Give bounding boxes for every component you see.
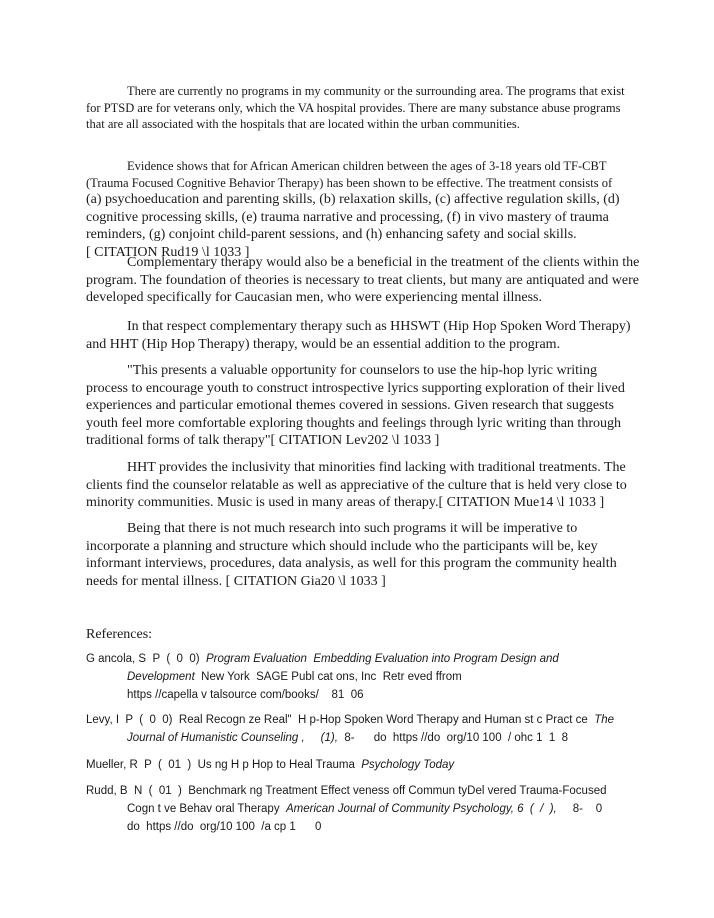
hht-block	[86, 459, 642, 512]
hhswt-block	[86, 318, 642, 353]
reference-giancola	[86, 650, 646, 704]
paragraph-quote: "This presents a valuable opportunity for counselors to use the hip-hop lyric writing process to encourage youth to construct introspective lyrics supporting exploration of their lived experiences and particular emotional themes covered in sessions. Given research that suggests youth feel more comfortable exploring thoughts and feelings through lyric writing than through traditional forms of talk therapy"[ CITATION Lev202 \l 1033 ]	[86, 363, 625, 449]
paragraph-research: Being that there is not much research into such programs it will be imperative to incorporate a planning and structure which should include who the participants will be, key informant interviews, procedures, data analysis, as well for this program the community health needs for mental illness. [ CITATION Gia20 \l 1033 ]	[86, 521, 617, 589]
ref-url: https //capella v talsource com/books/ 81 06	[127, 689, 364, 701]
reference-levy	[86, 711, 646, 747]
ref-text: G ancola, S P ( 0 0)	[86, 653, 206, 665]
ref-text: Rudd, B N ( 01 ) Benchmark ng Treatment Effect veness off Commun tyDel vered Trauma-Focused	[86, 785, 607, 797]
reference-mueller	[86, 756, 646, 774]
paragraph-complementary: Complementary therapy would also be a beneficial in the treatment of the clients within the program. The foundation of theories is necessary to treat clients, but many are antiquated and were developed specifically for Caucasian men, who were experiencing mental illness.	[86, 255, 640, 306]
complementary-block	[86, 254, 642, 307]
paragraph-evidence: Evidence shows that for African American children between the ages of 3-18 years old TF-CBT (Trauma Focused Cognitive Behavior Therapy) has been shown to be effective. The treatment consists of	[86, 159, 613, 190]
quote-block	[86, 362, 642, 450]
evidence-block	[86, 158, 642, 261]
ref-text: 8- do https //do org/10 100 / ohc 1 1 8	[337, 732, 569, 744]
paragraph-hht: HHT provides the inclusivity that minorities find lacking with traditional treatments. The clients find the counselor relatable as well as appreciative of the culture that is held very close to minority communities. Music is used in many areas of therapy.[ CITATION Mue14 \l 1033 ]	[86, 460, 627, 511]
ref-url: do https //do org/10 100 /a cp 1 0	[127, 821, 322, 833]
ref-journal: Journal of Humanistic Counseling , (1),	[127, 732, 338, 744]
ref-text: 8- 0	[556, 803, 603, 815]
ref-journal: American Journal of Community Psychology, 6 ( / ),	[285, 803, 557, 815]
ref-text: New York SAGE Publ cat ons, Inc Retr eved ffrom	[194, 671, 462, 683]
references-heading: References:	[86, 627, 153, 642]
paragraph-hhswt: In that respect complementary therapy such as HHSWT (Hip Hop Spoken Word Therapy) and HHT (Hip Hop Therapy) therapy, would be an essential addition to the program.	[86, 319, 631, 352]
citation-rud19: [ CITATION Rud19 \l 1033 ]	[86, 244, 250, 260]
ref-title: The	[594, 714, 615, 726]
ref-text: Cogn t ve Behav oral Therapy	[127, 803, 286, 815]
research-block	[86, 520, 642, 590]
body-text	[86, 83, 642, 133]
paragraph-evidence-list: (a) psychoeducation and parenting skills, (b) relaxation skills, (c) affective regulation skills, (d) cognitive processing skills, (e) trauma narrative and processing, (f) in vivo mastery of trauma reminders, (g) conjoint child-parent sessions, and (h) enhancing safety and social skills.	[86, 192, 620, 243]
paragraph-programs: There are currently no programs in my community or the surrounding area. The programs that exist for PTSD are for veterans only, which the VA hospital provides. There are many substance abuse programs that are all associated with the hospitals that are located within the urban communities.	[86, 84, 625, 131]
ref-title: Development	[127, 671, 195, 683]
ref-title: Program Evaluation Embedding Evaluation into Program Design and	[205, 653, 559, 665]
ref-text: Levy, I P ( 0 0) Real Recogn ze Real" H p-Hop Spoken Word Therapy and Human st c Pract ce	[86, 714, 595, 726]
ref-title: Psychology Today	[361, 759, 455, 771]
ref-text: Mueller, R P ( 01 ) Us ng H p Hop to Heal Trauma	[86, 759, 362, 771]
reference-rudd	[86, 782, 646, 836]
